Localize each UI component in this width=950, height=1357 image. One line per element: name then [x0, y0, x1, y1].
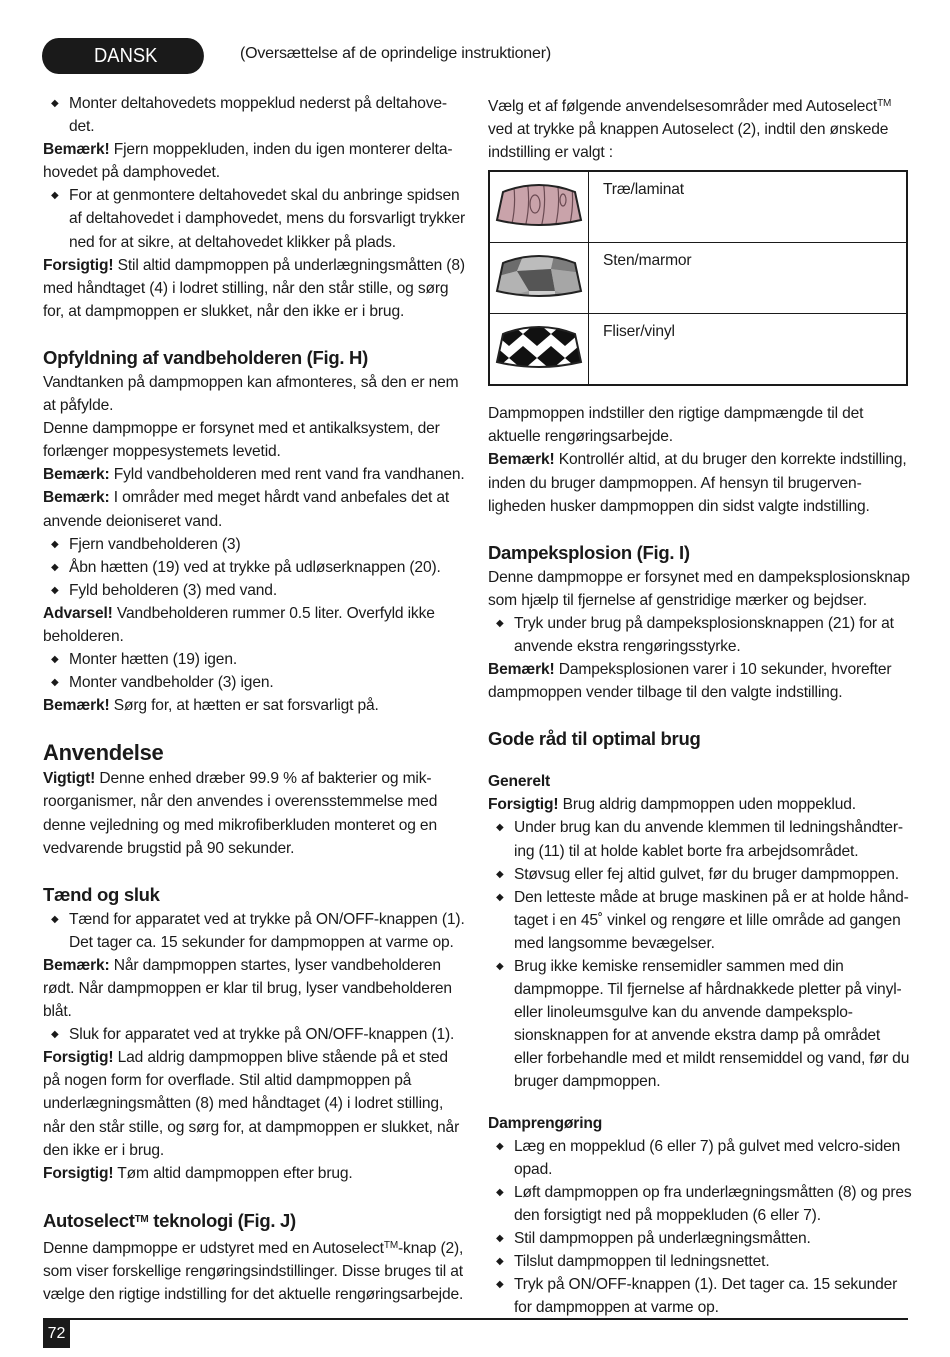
- paragraph: [488, 92, 913, 164]
- bullet-item: ◆ Tilslut dampmoppen til ledningsnettet.: [488, 1250, 913, 1273]
- note-label: Bemærk:: [43, 466, 110, 484]
- caution-label: Forsigtig!: [43, 256, 114, 274]
- caution-label: Forsigtig!: [488, 796, 559, 814]
- note-label: Bemærk:: [43, 956, 110, 974]
- mode-label: Træ/laminat: [589, 171, 908, 243]
- caution-text: Tøm altid dampmoppen efter brug.: [113, 1164, 353, 1182]
- caution-label: Forsigtig!: [43, 1049, 114, 1067]
- warning-label: Advarsel!: [43, 604, 113, 622]
- tile-floor-icon: [489, 314, 589, 386]
- note-text: Sørg for, at hætten er sat forsvarligt på.: [109, 697, 379, 715]
- subheading-general: Generelt: [488, 773, 551, 791]
- mode-label: Sten/marmor: [589, 243, 908, 314]
- caution-text: Lad aldrig dampmoppen blive stående på et sted på nogen form for overflade. Stil altid dampmoppen på underlægningsmåtten (8) med håndtaget (4) i lodret stilling, når den står stille, og sørg for, at dampmoppen er slukket, når den ikke er i brug.: [43, 1049, 460, 1159]
- subheading-steam: Damprengøring: [488, 1114, 603, 1132]
- bullet-item: ◆ Monter hætten (19) igen.: [43, 648, 468, 671]
- note-text: Kontrollér altid, at du bruger den korrekte indstilling, inden du bruger dampmoppen. Af hensyn til brugerven-ligheden husker dampmoppen din sidst valgte indstilling.: [488, 451, 907, 515]
- note-text: Når dampmoppen startes, lyser vandbeholderen rødt. Når dampmoppen er klar til brug, lyser vandbeholderen blåt.: [43, 956, 452, 1021]
- stone-floor-icon: [489, 243, 589, 314]
- section-heading-tips: Gode råd til optimal brug: [488, 728, 701, 750]
- note-label: Bemærk!: [43, 697, 110, 715]
- bullet-item: ◆ Tryk under brug på dampeksplosionsknappen (21) for at anvende ekstra rengøringsstyrke.: [488, 612, 913, 658]
- important-label: Vigtigt!: [43, 770, 96, 788]
- warning-paragraph: [43, 602, 468, 648]
- paragraph: Vandtanken på dampmoppen kan afmonteres, så den er nem at påfylde.: [43, 373, 459, 415]
- important-paragraph: [43, 767, 468, 859]
- language-badge: [42, 38, 204, 74]
- important-text: Denne enhed dræber 99.9 % af bakterier og mik-roorganismer, når den anvendes i overensstemmelse med denne vejledning og med mikrofiberkluden monteret og en vedvarende brugstid på 90 sekunder.: [43, 770, 438, 857]
- bullet-item: ◆ Åbn hætten (19) ved at trykke på udløserknappen (20).: [43, 556, 468, 579]
- header-subtitle: (Oversættelse af de oprindelige instruktioner): [240, 45, 551, 62]
- language-label: DANSK: [94, 45, 158, 67]
- mode-row: [489, 314, 907, 386]
- bullet-item: ◆ Tryk på ON/OFF-knappen (1). Det tager ca. 15 sekunder for dampmoppen at varme op.: [488, 1273, 913, 1319]
- note-paragraph: [43, 463, 468, 486]
- bullet-item: ◆ Monter deltahovedets moppeklud nederst på deltahove-det.: [43, 92, 468, 138]
- note-text: Fyld vandbeholderen med rent vand fra vandhanen.: [109, 466, 465, 484]
- bullet-item: ◆ Løft dampmoppen op fra underlægningsmåtten (8) og pres den forsigtigt ned på moppekluden (6 eller 7).: [488, 1181, 913, 1227]
- trademark-mark: TM: [877, 98, 892, 109]
- bullet-item: ◆ Læg en moppeklud (6 eller 7) på gulvet med velcro-siden opad.: [488, 1135, 913, 1181]
- paragraph-text: ved at trykke på knappen Autoselect (2), indtil den ønskede indstilling er valgt :: [488, 121, 889, 162]
- bullet-item: ◆ Støvsug eller fej altid gulvet, før du bruger dampmoppen.: [488, 863, 913, 886]
- caution-text: Stil altid dampmoppen på underlægningsmåtten (8) med håndtaget (4) i lodret stilling, når den står stille, og sørg for, at dampmoppen er slukket, når den ikke er i brug.: [43, 256, 465, 320]
- note-text: Fjern moppekluden, inden du igen monterer delta-hovedet på damphovedet.: [43, 141, 453, 182]
- section-heading-autoselect: [43, 1207, 468, 1234]
- note-label: Bemærk:: [43, 489, 110, 507]
- page-number: 72: [43, 1320, 70, 1348]
- bullet-item: ◆ Brug ikke kemiske rensemidler sammen med din dampmoppe. Til fjernelse af hårdnakkede pletter på vinyl- eller linoleumsgulve kan du anvende dampeksplo-sionsknappen for at anvende ekstra damp på området eller forbehandle med et mildt rensemiddel og vand, før du bruger dampmoppen.: [488, 955, 913, 1094]
- note-paragraph: [43, 486, 468, 532]
- section-heading-use: Anvendelse: [43, 740, 164, 766]
- trademark-mark: TM: [134, 1213, 149, 1225]
- note-text: I områder med meget hårdt vand anbefales det at anvende deioniseret vand.: [43, 489, 450, 530]
- paragraph: [43, 1234, 468, 1306]
- trademark-mark: TM: [383, 1239, 398, 1251]
- footer-rule: [43, 1318, 908, 1320]
- note-text: Dampeksplosionen varer i 10 sekunder, hvorefter dampmoppen vender tilbage til den valgte indstilling.: [488, 661, 892, 702]
- section-heading-burst: Dampeksplosion (Fig. I): [488, 541, 690, 563]
- wood-floor-icon: [489, 171, 589, 243]
- note-paragraph: [43, 954, 468, 1023]
- bullet-item: ◆ Under brug kan du anvende klemmen til ledningshåndter-ing (11) til at holde kablet borte fra arbejdsområdet.: [488, 816, 913, 862]
- warning-text: Vandbeholderen rummer 0.5 liter. Overfyld ikke beholderen.: [43, 604, 435, 645]
- bullet-item: ◆ Den letteste måde at bruge maskinen på er at holde hånd-taget i en 45˚ vinkel og rengøre et lille område ad gangen med langsomme bevægelser.: [488, 886, 913, 955]
- mode-row: [489, 243, 907, 314]
- paragraph: Dampmoppen indstiller den rigtige dampmængde til det aktuelle rengøringsarbejde.: [488, 405, 864, 446]
- note-paragraph: [488, 448, 913, 517]
- bullet-item: ◆ For at genmontere deltahovedet skal du anbringe spidsen af deltahovedet i damphovedet, mens du forsvarligt trykker ned for at sikre, at deltahovedet klikker på plads.: [43, 184, 468, 253]
- caution-text: Brug aldrig dampmoppen uden moppeklud.: [558, 796, 856, 814]
- note-paragraph: [43, 694, 468, 717]
- caution-paragraph: [43, 1162, 468, 1185]
- bullet-item: ◆ Stil dampmoppen på underlægningsmåtten.: [488, 1227, 913, 1250]
- paragraph-text: Denne dampmoppe er udstyret med en Autoselect: [43, 1239, 384, 1257]
- mode-row: [489, 171, 907, 243]
- caution-paragraph: [43, 1046, 468, 1161]
- paragraph-text: -knap (2), som viser forskellige rengøringsindstillinger. Disse bruges til at vælge den rigtige indstilling for det aktuelle rengøringsarbejde.: [43, 1239, 464, 1304]
- left-column: [43, 92, 468, 1306]
- autoselect-mode-table: [488, 170, 908, 386]
- bullet-item: ◆ Fyld beholderen (3) med vand.: [43, 579, 468, 602]
- note-label: Bemærk!: [43, 141, 110, 159]
- bullet-item: ◆ Monter vandbeholder (3) igen.: [43, 671, 468, 694]
- note-paragraph: [43, 138, 468, 184]
- note-label: Bemærk!: [488, 661, 555, 679]
- bullet-item: ◆ Fjern vandbeholderen (3): [43, 533, 468, 556]
- paragraph-text: Vælg et af følgende anvendelsesområder med Autoselect: [488, 98, 878, 115]
- paragraph: Denne dampmoppe er forsynet med et antikalksystem, der forlænger moppesystemets levetid.: [43, 420, 440, 461]
- section-heading-onoff: Tænd og sluk: [43, 883, 160, 905]
- section-heading-fill: Opfyldning af vandbeholderen (Fig. H): [43, 346, 368, 368]
- paragraph: Denne dampmoppe er forsynet med en dampeksplosionsknap som hjælp til fjernelse af genstridige mærker og bejdser.: [488, 568, 910, 609]
- caution-paragraph: [488, 793, 913, 816]
- note-label: Bemærk!: [488, 451, 555, 469]
- caution-paragraph: [43, 254, 468, 323]
- right-column: [488, 92, 913, 1319]
- mode-label: Fliser/vinyl: [589, 314, 908, 386]
- note-paragraph: [488, 658, 913, 704]
- caution-label: Forsigtig!: [43, 1164, 114, 1182]
- heading-text: teknologi (Fig. J): [148, 1209, 296, 1231]
- bullet-item: ◆ Sluk for apparatet ved at trykke på ON/OFF-knappen (1).: [43, 1023, 468, 1046]
- heading-text: Autoselect: [43, 1209, 135, 1231]
- bullet-item: ◆ Tænd for apparatet ved at trykke på ON/OFF-knappen (1). Det tager ca. 15 sekunder for dampmoppen at varme op.: [43, 908, 468, 954]
